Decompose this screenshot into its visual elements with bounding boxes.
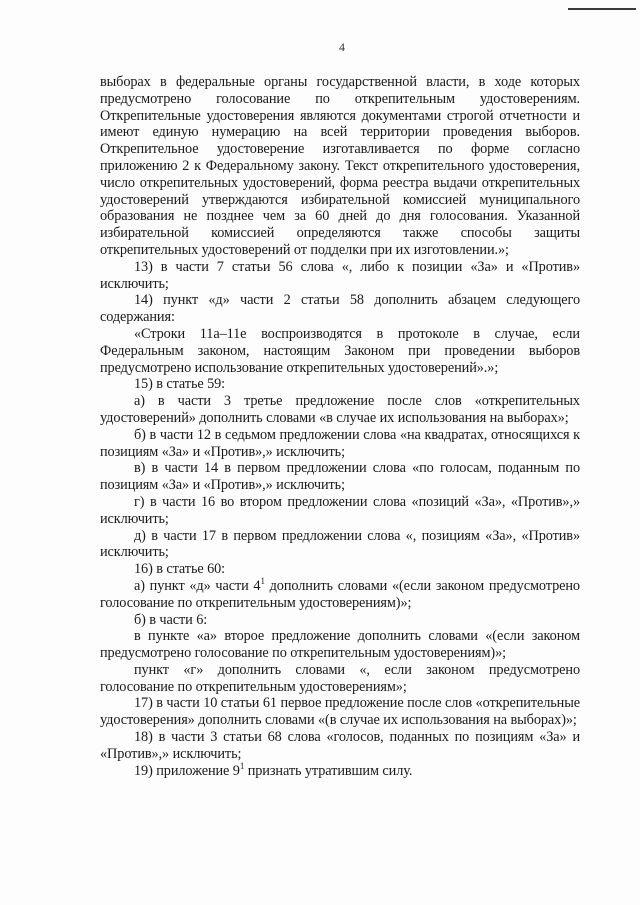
paragraph-item-16a (100, 575, 580, 612)
document-body (100, 74, 580, 779)
paragraph-item-16b: б) в части 6: (134, 611, 208, 628)
paragraph-text: 19) приложение 9 (134, 762, 240, 779)
paragraph-item-15g: г) в части 16 во втором предложении слова «позиций «За», «Против»,» исключить; (100, 493, 580, 527)
paragraph-subitem-g: пункт «г» дополнить словами «, если законом предусмотрено голосование по открепительным удостоверениям»; (100, 661, 580, 695)
paragraph-item-15a: а) в части 3 третье предложение после слов «открепительных удостоверений» дополнить словами «в случае их использования на выборах»; (100, 393, 580, 426)
paragraph-text: а) пункт «д» части 4 (134, 577, 261, 594)
page-number: 4 (339, 40, 345, 54)
paragraph-item-16: 16) в статье 60: (134, 561, 226, 578)
superscript: 1 (239, 760, 245, 771)
paragraph-item-15d: д) в части 17 в первом предложении слова «, позициям «За», «Против» исключить; (100, 527, 580, 561)
top-rule-line (568, 8, 636, 10)
paragraph-continuation: выборах в федеральные органы государственной власти, в ходе которых предусмотрено голосование по открепительным удостоверениям. Открепительные удостоверения являются документами строгой отчетности и имеют единую нумерацию на всей территории проведения выборов. Открепительное удостоверение изготавливается по форме согласно приложению 2 к Федеральному закону. Текст открепительного удостоверения, число открепительных удостоверений, форма реестра выдачи открепительных удостоверений утверждаются избирательной комиссией муниципального образования не позднее чем за 60 дней до дня голосования. Указанной избирательной комиссией определяются также способы защиты открепительных удостоверений от подделки при их изготовлении.»; (100, 74, 580, 258)
paragraph-item-15v: в) в части 14 в первом предложении слова «по голосам, поданным по позициям «За» и «Против»,» исключить; (100, 460, 580, 494)
paragraph-item-14: 14) пункт «д» части 2 статьи 58 дополнить абзацем следующего содержания: (100, 292, 580, 326)
paragraph-item-19 (100, 760, 580, 780)
paragraph-quote: «Строки 11а–11е воспроизводятся в протоколе в случае, если Федеральным законом, настоящим Законом при проведении выборов предусмотрено использование открепительных удостоверений».»; (100, 325, 580, 376)
paragraph-text: признать утратившим силу. (244, 762, 413, 779)
paragraph-text: дополнить словами «(если законом предусмотрено голосование по открепительным удостоверениям)»; (100, 577, 580, 611)
superscript: 1 (260, 575, 265, 586)
paragraph-item-15: 15) в статье 59: (134, 376, 226, 393)
paragraph-item-13: 13) в части 7 статьи 56 слова «, либо к позиции «За» и «Против» исключить; (100, 258, 580, 292)
paragraph-item-18: 18) в части 3 статьи 68 слова «голосов, поданных по позициям «За» и «Против»,» исключить; (100, 729, 580, 762)
paragraph-item-17: 17) в части 10 статьи 61 первое предложение после слов «открепительные удостоверения» дополнить словами «(в случае их использования на выборах)»; (100, 695, 580, 729)
paragraph-subitem-a: в пункте «а» второе предложение дополнить словами «(если законом предусмотрено голосование по открепительным удостоверениям)»; (100, 628, 580, 662)
paragraph-item-15b: б) в части 12 в седьмом предложении слова «на квадратах, относящихся к позициям «За» и «Против»,» исключить; (100, 426, 580, 460)
